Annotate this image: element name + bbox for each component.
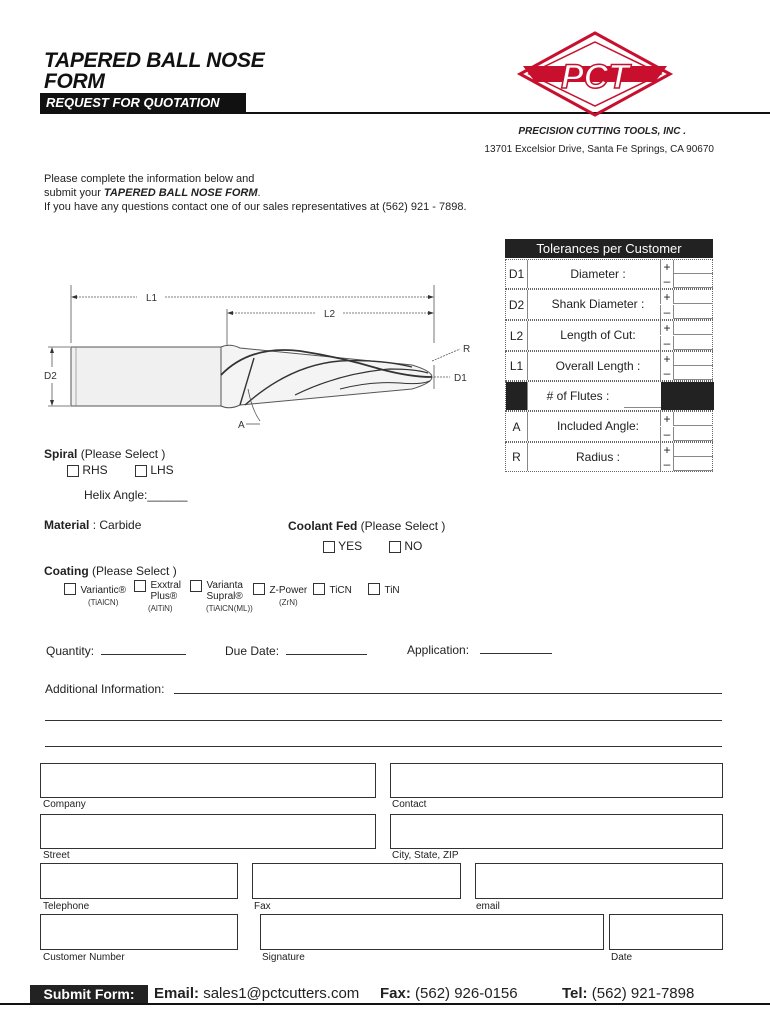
city-state-zip-input[interactable] bbox=[390, 814, 723, 849]
fax-input[interactable] bbox=[252, 863, 461, 899]
coating-option-varianta[interactable]: Varianta Supral® (TiAlCN(ML)) bbox=[190, 580, 253, 613]
footer-email[interactable]: Email: sales1@pctcutters.com bbox=[154, 985, 360, 1002]
additional-info-line2[interactable] bbox=[45, 720, 722, 721]
intro-form-name: TAPERED BALL NOSE FORM bbox=[103, 187, 258, 199]
email-input[interactable] bbox=[475, 863, 723, 899]
email-label: email bbox=[476, 901, 500, 912]
tool-drawing bbox=[40, 285, 500, 435]
lhs-checkbox[interactable] bbox=[135, 465, 147, 477]
no-checkbox[interactable] bbox=[389, 541, 401, 553]
d1-plus-input[interactable] bbox=[674, 260, 713, 274]
dim-l1: L1 bbox=[146, 293, 158, 304]
form-title-line2: FORM bbox=[44, 70, 105, 93]
plus-sign: + bbox=[660, 321, 674, 335]
r-plus-input[interactable] bbox=[674, 443, 713, 457]
plus-sign: + bbox=[660, 290, 674, 304]
submit-form-button[interactable]: Submit Form: bbox=[30, 985, 148, 1004]
dim-r: R bbox=[463, 344, 471, 355]
minus-sign: – bbox=[660, 457, 674, 471]
l2-minus-input[interactable] bbox=[674, 336, 713, 350]
additional-info-input[interactable] bbox=[174, 693, 722, 694]
dim-d1: D1 bbox=[454, 373, 467, 384]
contact-input[interactable] bbox=[390, 763, 723, 798]
coating-option-exxtral[interactable]: Exxtral Plus® (AlTiN) bbox=[134, 580, 188, 613]
footer-tel: Tel: (562) 921-7898 bbox=[562, 985, 695, 1002]
dim-a: A bbox=[238, 420, 245, 431]
minus-sign: – bbox=[660, 427, 674, 441]
tolerance-label: Shank Diameter : bbox=[551, 297, 645, 311]
company-label: Company bbox=[43, 799, 86, 810]
plus-sign: + bbox=[660, 352, 674, 366]
application-label: Application: bbox=[407, 643, 470, 657]
ticn-checkbox[interactable] bbox=[313, 583, 325, 595]
customer-number-label: Customer Number bbox=[43, 952, 125, 963]
additional-info-line3[interactable] bbox=[45, 746, 722, 747]
tolerance-code: D2 bbox=[506, 290, 528, 319]
footer-fax: Fax: (562) 926-0156 bbox=[380, 985, 518, 1002]
flutes-shade bbox=[661, 382, 714, 410]
tolerance-label: Length of Cut: bbox=[560, 328, 636, 342]
material-field: Material : Carbide bbox=[44, 518, 142, 532]
minus-sign: – bbox=[660, 336, 674, 350]
form-title-line1: TAPERED BALL NOSE bbox=[44, 49, 265, 72]
tolerance-code: A bbox=[506, 412, 528, 441]
yes-checkbox[interactable] bbox=[323, 541, 335, 553]
fax-label: Fax bbox=[254, 901, 271, 912]
tolerance-code: R bbox=[506, 443, 528, 471]
footer-rule bbox=[0, 1003, 770, 1005]
company-input[interactable] bbox=[40, 763, 376, 798]
plus-sign: + bbox=[660, 443, 674, 457]
logo-text: PCT bbox=[561, 58, 629, 96]
variantic-checkbox[interactable] bbox=[64, 583, 76, 595]
tolerance-label: # of Flutes : bbox=[546, 388, 610, 403]
coolant-label: Coolant Fed (Please Select ) bbox=[288, 519, 446, 533]
rfq-banner-text: REQUEST FOR QUOTATION bbox=[46, 95, 220, 110]
street-label: Street bbox=[43, 850, 70, 861]
telephone-input[interactable] bbox=[40, 863, 238, 899]
coating-option-variantic[interactable]: Variantic® (TiAlCN) bbox=[64, 580, 126, 607]
l1-minus-input[interactable] bbox=[674, 366, 713, 380]
street-input[interactable] bbox=[40, 814, 376, 849]
d2-minus-input[interactable] bbox=[674, 305, 713, 319]
telephone-label: Telephone bbox=[43, 901, 90, 912]
coolant-no-option[interactable]: NO bbox=[389, 539, 422, 553]
spiral-label: Spiral (Please Select ) bbox=[44, 447, 166, 461]
coating-label: Coating (Please Select ) bbox=[44, 564, 177, 578]
spiral-rhs-option[interactable]: RHS bbox=[67, 463, 108, 477]
coolant-yes-option[interactable]: YES bbox=[323, 539, 362, 553]
application-input[interactable] bbox=[480, 653, 552, 654]
tolerance-row-flutes bbox=[505, 381, 713, 411]
minus-sign: – bbox=[660, 366, 674, 380]
date-input[interactable] bbox=[609, 914, 723, 950]
customer-number-input[interactable] bbox=[40, 914, 238, 950]
tolerance-code: D1 bbox=[506, 260, 528, 288]
coating-option-zpower[interactable]: Z-Power (ZrN) bbox=[253, 580, 307, 607]
intro-line3: If you have any questions contact one of our sales representatives at (562) 921 - 7898. bbox=[44, 201, 467, 213]
dim-l2: L2 bbox=[324, 309, 336, 320]
tolerance-code: L2 bbox=[506, 321, 528, 350]
tolerance-label: Diameter : bbox=[570, 266, 626, 281]
plus-sign: + bbox=[660, 412, 674, 426]
date-label: Date bbox=[611, 952, 633, 963]
company-name: PRECISION CUTTING TOOLS, INC . bbox=[518, 126, 686, 137]
varianta-checkbox[interactable] bbox=[190, 580, 202, 592]
l2-plus-input[interactable] bbox=[674, 321, 713, 335]
due-date-input[interactable] bbox=[286, 654, 367, 655]
additional-info-label: Additional Information: bbox=[45, 682, 165, 696]
coating-option-tin[interactable]: TiN bbox=[368, 580, 400, 598]
helix-angle-field[interactable]: Helix Angle:______ bbox=[84, 488, 188, 502]
a-plus-input[interactable] bbox=[674, 412, 713, 426]
city-state-zip-label: City, State, ZIP bbox=[392, 850, 459, 861]
intro-line1: Please complete the information below and bbox=[44, 173, 255, 185]
contact-label: Contact bbox=[392, 799, 427, 810]
tolerance-code bbox=[506, 382, 528, 410]
zpower-checkbox[interactable] bbox=[253, 583, 265, 595]
spiral-lhs-option[interactable]: LHS bbox=[135, 463, 174, 477]
intro-line2: submit your TAPERED BALL NOSE FORM. bbox=[44, 187, 261, 199]
minus-sign: – bbox=[660, 274, 674, 288]
minus-sign: – bbox=[660, 305, 674, 319]
quantity-label: Quantity: bbox=[46, 644, 95, 658]
due-date-label: Due Date: bbox=[225, 644, 280, 658]
d2-plus-input[interactable] bbox=[674, 290, 713, 304]
plus-sign: + bbox=[660, 260, 674, 274]
d1-minus-input[interactable] bbox=[674, 274, 713, 288]
company-address: 13701 Excelsior Drive, Santa Fe Springs, CA 90670 bbox=[484, 144, 714, 155]
pct-logo bbox=[515, 30, 675, 118]
intro-text bbox=[44, 172, 467, 214]
form-title bbox=[44, 50, 264, 92]
tolerance-code: L1 bbox=[506, 352, 528, 380]
rhs-checkbox[interactable] bbox=[67, 465, 79, 477]
r-minus-input[interactable] bbox=[674, 457, 713, 471]
tolerances-header: Tolerances per Customer bbox=[505, 239, 713, 258]
quantity-input[interactable] bbox=[101, 654, 186, 655]
l1-plus-input[interactable] bbox=[674, 352, 713, 366]
dim-d2: D2 bbox=[44, 371, 57, 382]
signature-input[interactable] bbox=[260, 914, 604, 950]
tolerance-label: Radius : bbox=[575, 449, 621, 464]
coating-option-ticn[interactable]: TiCN bbox=[313, 580, 352, 598]
signature-label: Signature bbox=[262, 952, 305, 963]
a-minus-input[interactable] bbox=[674, 427, 713, 441]
tin-checkbox[interactable] bbox=[368, 583, 380, 595]
tolerance-label: Included Angle: bbox=[556, 419, 640, 433]
exxtral-checkbox[interactable] bbox=[134, 580, 146, 592]
tolerance-label: Overall Length : bbox=[555, 358, 641, 373]
